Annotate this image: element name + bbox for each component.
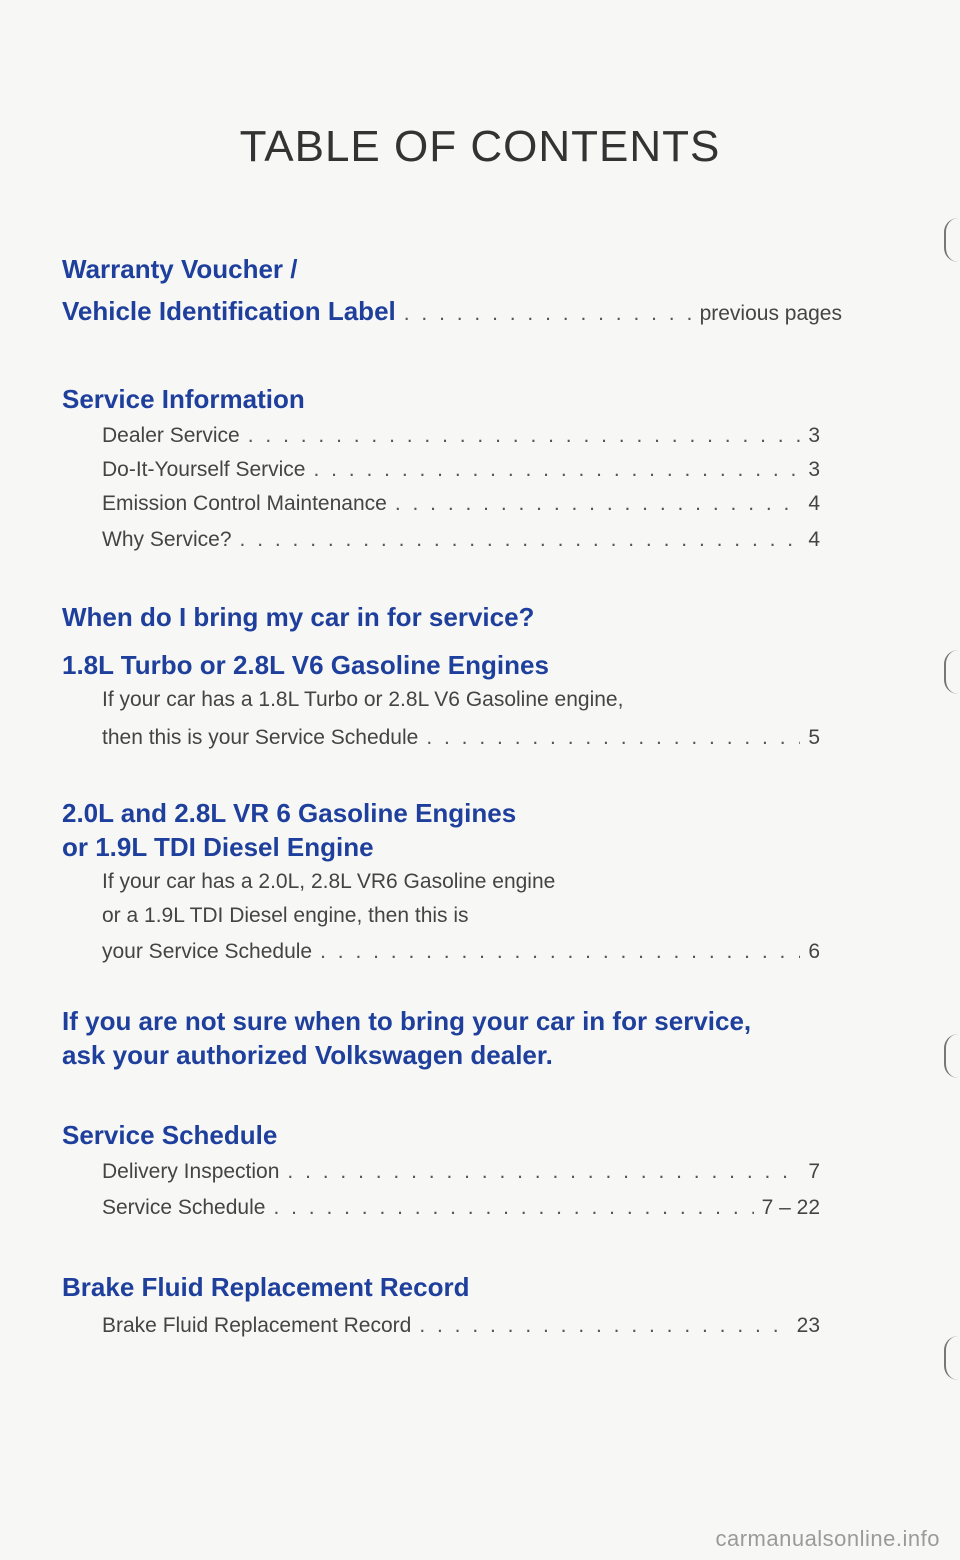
toc-entry-label: Dealer Service [102, 424, 240, 447]
dot-leader [287, 1160, 800, 1184]
toc-entry[interactable] [102, 528, 820, 552]
page-number: 4 [808, 528, 820, 551]
section-heading-line: 2.0L and 2.8L VR 6 Gasoline Engines [62, 798, 517, 828]
section-heading-turbo-v6: 1.8L Turbo or 2.8L V6 Gasoline Engines [62, 650, 549, 680]
page-number: 7 [808, 1160, 820, 1183]
warranty-heading-line2: Vehicle Identification Label [62, 296, 396, 326]
toc-entry[interactable] [102, 492, 820, 516]
page-number: 3 [808, 458, 820, 481]
toc-entry-label: Delivery Inspection [102, 1160, 280, 1183]
dot-leader [426, 726, 800, 750]
page-title: TABLE OF CONTENTS [239, 122, 721, 171]
toc-entry[interactable] [102, 1160, 820, 1184]
toc-entry-warranty[interactable] [62, 296, 842, 327]
section-heading-vr6-tdi [62, 796, 516, 864]
warranty-heading-line1: Warranty Voucher / [62, 254, 298, 284]
toc-entry[interactable] [102, 726, 820, 750]
section-note: If your car has a 2.0L, 2.8L VR6 Gasoline engine [102, 870, 556, 893]
dot-leader [320, 940, 800, 964]
advisory-note-line: ask your authorized Volkswagen dealer. [62, 1040, 553, 1070]
section-heading-service-schedule: Service Schedule [62, 1120, 278, 1150]
watermark: carmanualsonline.info [715, 1526, 940, 1551]
toc-entry[interactable] [102, 1196, 820, 1220]
page-number: previous pages [699, 302, 842, 325]
page-number: 23 [796, 1314, 820, 1337]
dot-leader [404, 302, 692, 326]
toc-entry-label: Do-It-Yourself Service [102, 458, 306, 481]
page-number: 3 [808, 424, 820, 447]
dot-leader [313, 458, 800, 482]
advisory-note [62, 1004, 751, 1072]
dot-leader [395, 492, 801, 516]
binder-tab-mark [944, 218, 960, 262]
toc-entry[interactable] [102, 458, 820, 482]
warranty-heading [62, 252, 298, 286]
toc-entry[interactable] [102, 940, 820, 964]
toc-entry-label: your Service Schedule [102, 940, 313, 963]
page-number: 5 [808, 726, 820, 749]
toc-entry[interactable] [102, 424, 820, 448]
toc-entry-label: Service Schedule [102, 1196, 266, 1219]
dot-leader [273, 1196, 753, 1220]
binder-tab-mark [944, 650, 960, 694]
page-number: 7 – 22 [761, 1196, 820, 1219]
section-heading-line: or 1.9L TDI Diesel Engine [62, 832, 374, 862]
dot-leader [419, 1314, 788, 1338]
page-number: 6 [808, 940, 820, 963]
binder-tab-mark [944, 1336, 960, 1380]
section-heading-when-service: When do I bring my car in for service? [62, 602, 535, 632]
toc-entry-label: Why Service? [102, 528, 232, 551]
toc-entry-label: then this is your Service Schedule [102, 726, 419, 749]
section-note: or a 1.9L TDI Diesel engine, then this is [102, 904, 469, 927]
toc-entry-label: Emission Control Maintenance [102, 492, 387, 515]
dot-leader [248, 424, 801, 448]
binder-tab-mark [944, 1034, 960, 1078]
advisory-note-line: If you are not sure when to bring your car in for service, [62, 1006, 752, 1036]
page-number: 4 [808, 492, 820, 515]
section-heading-service-information: Service Information [62, 384, 305, 414]
section-note: If your car has a 1.8L Turbo or 2.8L V6 Gasoline engine, [102, 688, 624, 711]
toc-entry-label: Brake Fluid Replacement Record [102, 1314, 412, 1337]
dot-leader [240, 528, 801, 552]
section-heading-brake-fluid: Brake Fluid Replacement Record [62, 1272, 470, 1302]
toc-entry[interactable] [102, 1314, 820, 1338]
